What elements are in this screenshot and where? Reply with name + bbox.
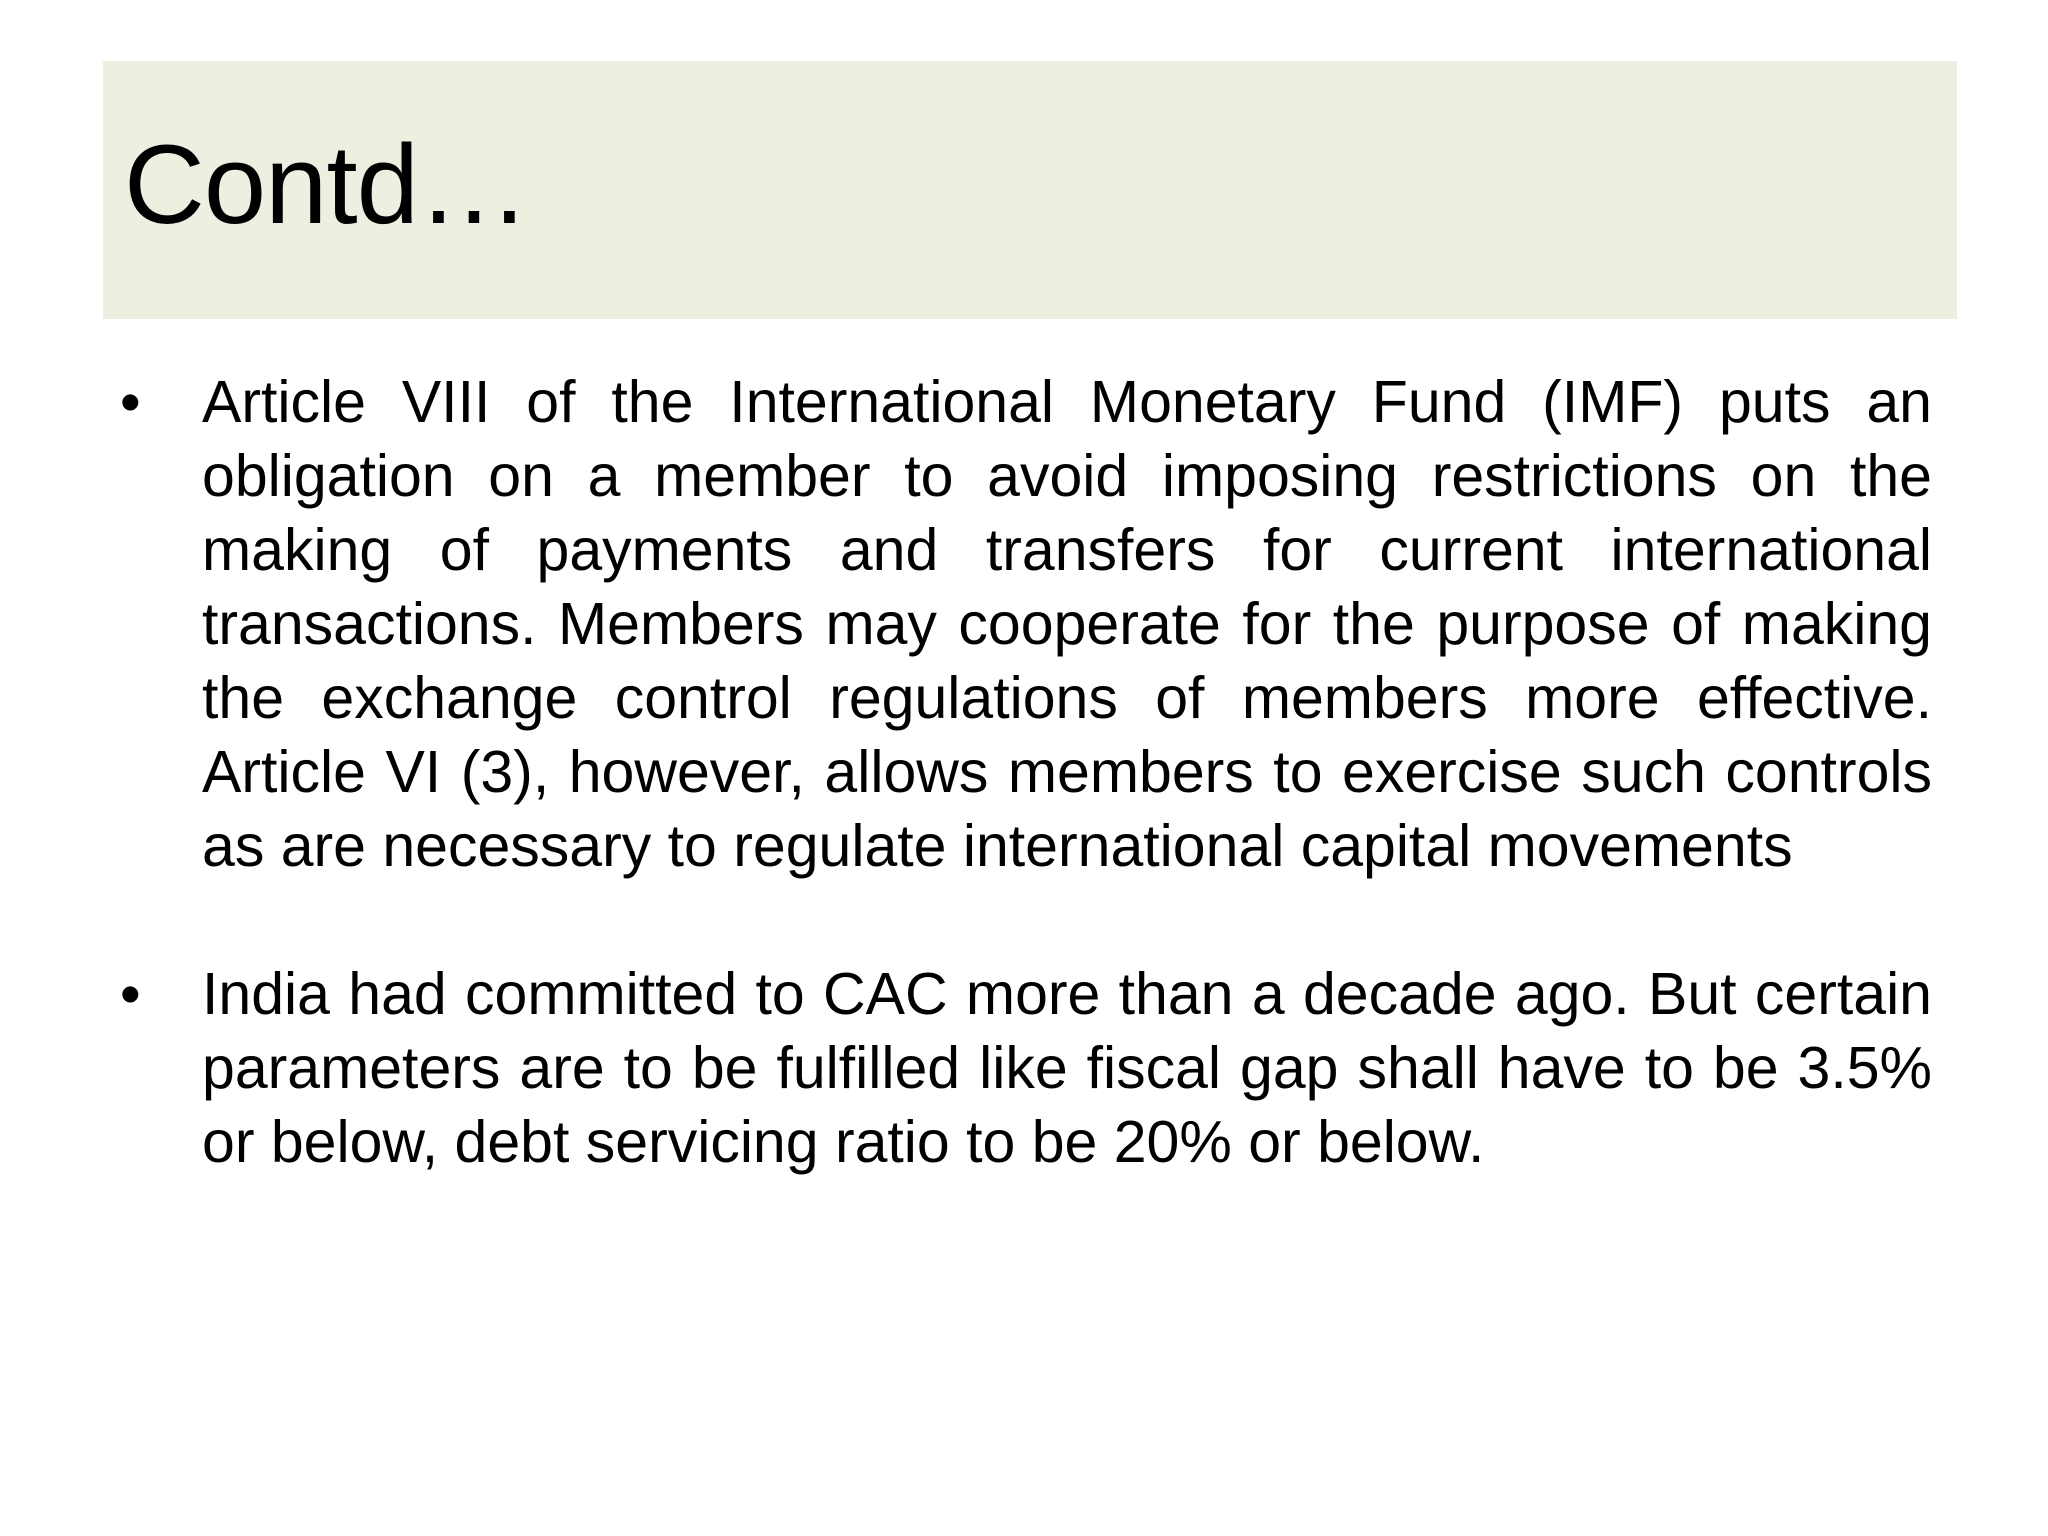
slide-title: Contd… bbox=[124, 122, 529, 247]
list-item bbox=[0, 365, 1932, 883]
bullet-text: Article VIII of the International Monetary Fund (IMF) puts an obligation on a member to avoid imposing restrictions on the making of payments and transfers for current international transactions. Members may cooperate for the purpose of making the exchange control regulations of members more effective. Article VI (3), however, allows members to exercise such controls as are necessary to regulate international capital movements bbox=[202, 369, 1932, 879]
list-item bbox=[0, 957, 1932, 1179]
bullet-text: India had committed to CAC more than a decade ago. But certain parameters are to be fulfilled like fiscal gap shall have to be 3.5% or below, debt servicing ratio to be 20% or below. bbox=[202, 961, 1932, 1175]
bullet-marker: • bbox=[120, 369, 141, 435]
bullet-list bbox=[0, 365, 2048, 1179]
bullet-marker: • bbox=[120, 961, 141, 1027]
